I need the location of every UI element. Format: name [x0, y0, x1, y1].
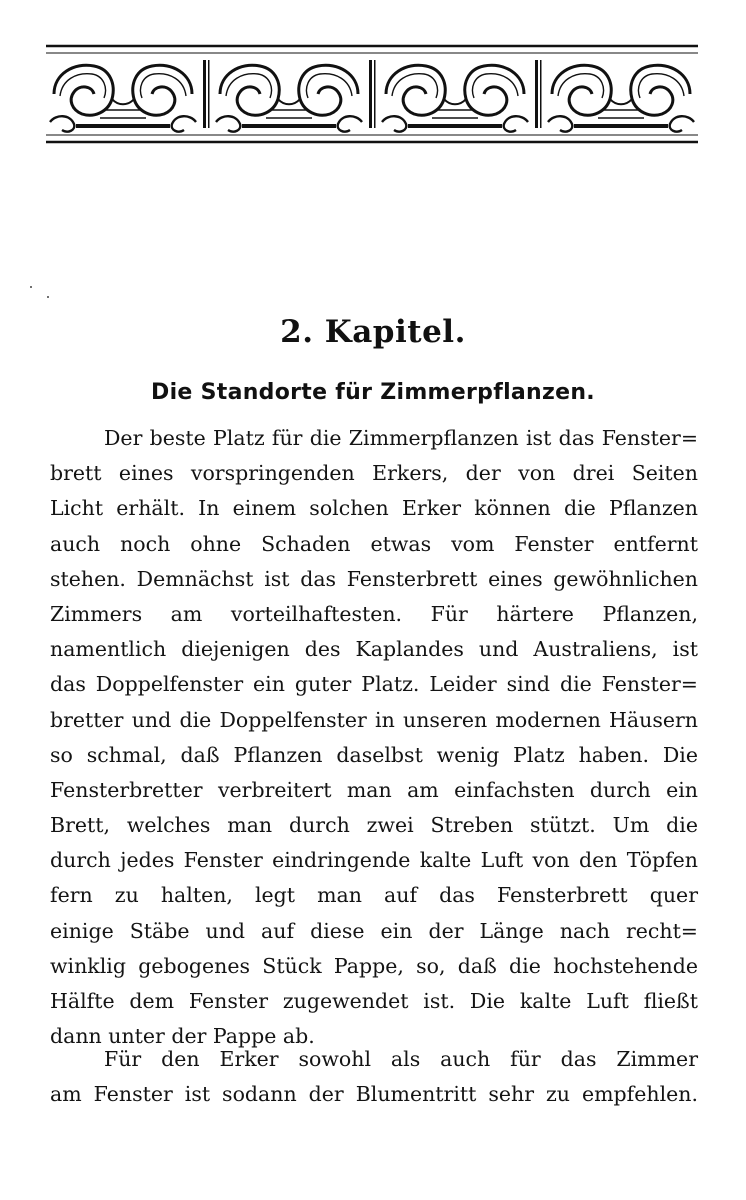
paragraph-2 [50, 1042, 698, 1112]
text-line: einige Stäbe und auf diese ein der Länge nach recht= [50, 918, 698, 943]
text-line: bretter und die Doppelfenster in unseren modernen Häusern [50, 707, 698, 732]
leaf-ornament-icon [46, 44, 698, 144]
text-line: dann unter der Pappe ab. [50, 1024, 315, 1049]
text-line: stehen. Demnächst ist das Fensterbrett eines gewöhnlichen [50, 566, 698, 591]
ornamental-header-band [46, 44, 698, 144]
text-line: namentlich diejenigen des Kaplandes und Australiens, ist [50, 637, 698, 662]
text-line: so schmal, daß Pflanzen daselbst wenig Platz haben. Die [50, 742, 698, 767]
text-line: durch jedes Fenster eindringende kalte Luft von den Töpfen [50, 848, 698, 873]
text-line: Brett, welches man durch zwei Streben stützt. Um die [50, 813, 698, 838]
chapter-title: Die Standorte für Zimmerpflanzen. [151, 380, 595, 405]
text-line: am Fenster ist sodann der Blumentritt sehr zu empfehlen. [50, 1082, 698, 1107]
text-line: brett eines vorspringenden Erkers, der von drei Seiten [50, 461, 698, 486]
text-line: Hälfte dem Fenster zugewendet ist. Die kalte Luft fließt [50, 989, 698, 1013]
text-line: Licht erhält. In einem solchen Erker können die Pflanzen [50, 496, 698, 521]
text-line: Fensterbretter verbreitert man am einfachsten durch ein [50, 777, 698, 802]
text-line: Der beste Platz für die Zimmerpflanzen ist das Fenster= [104, 426, 698, 450]
text-line: fern zu halten, legt man auf das Fensterbrett quer [50, 883, 698, 908]
text-line: winklig gebogenes Stück Pappe, so, daß die hochstehende [50, 953, 698, 978]
paragraph-1 [50, 421, 698, 1054]
text-line: Für den Erker sowohl als auch für das Zimmer [104, 1047, 698, 1071]
print-speck [47, 296, 49, 298]
text-line: auch noch ohne Schaden etwas vom Fenster entfernt [50, 531, 698, 556]
print-speck [30, 286, 32, 288]
chapter-number-heading: 2. Kapitel. [280, 314, 466, 350]
text-line: Zimmers am vorteilhaftesten. Für härtere Pflanzen, [50, 601, 698, 626]
text-line: das Doppelfenster ein guter Platz. Leider sind die Fenster= [50, 672, 698, 697]
